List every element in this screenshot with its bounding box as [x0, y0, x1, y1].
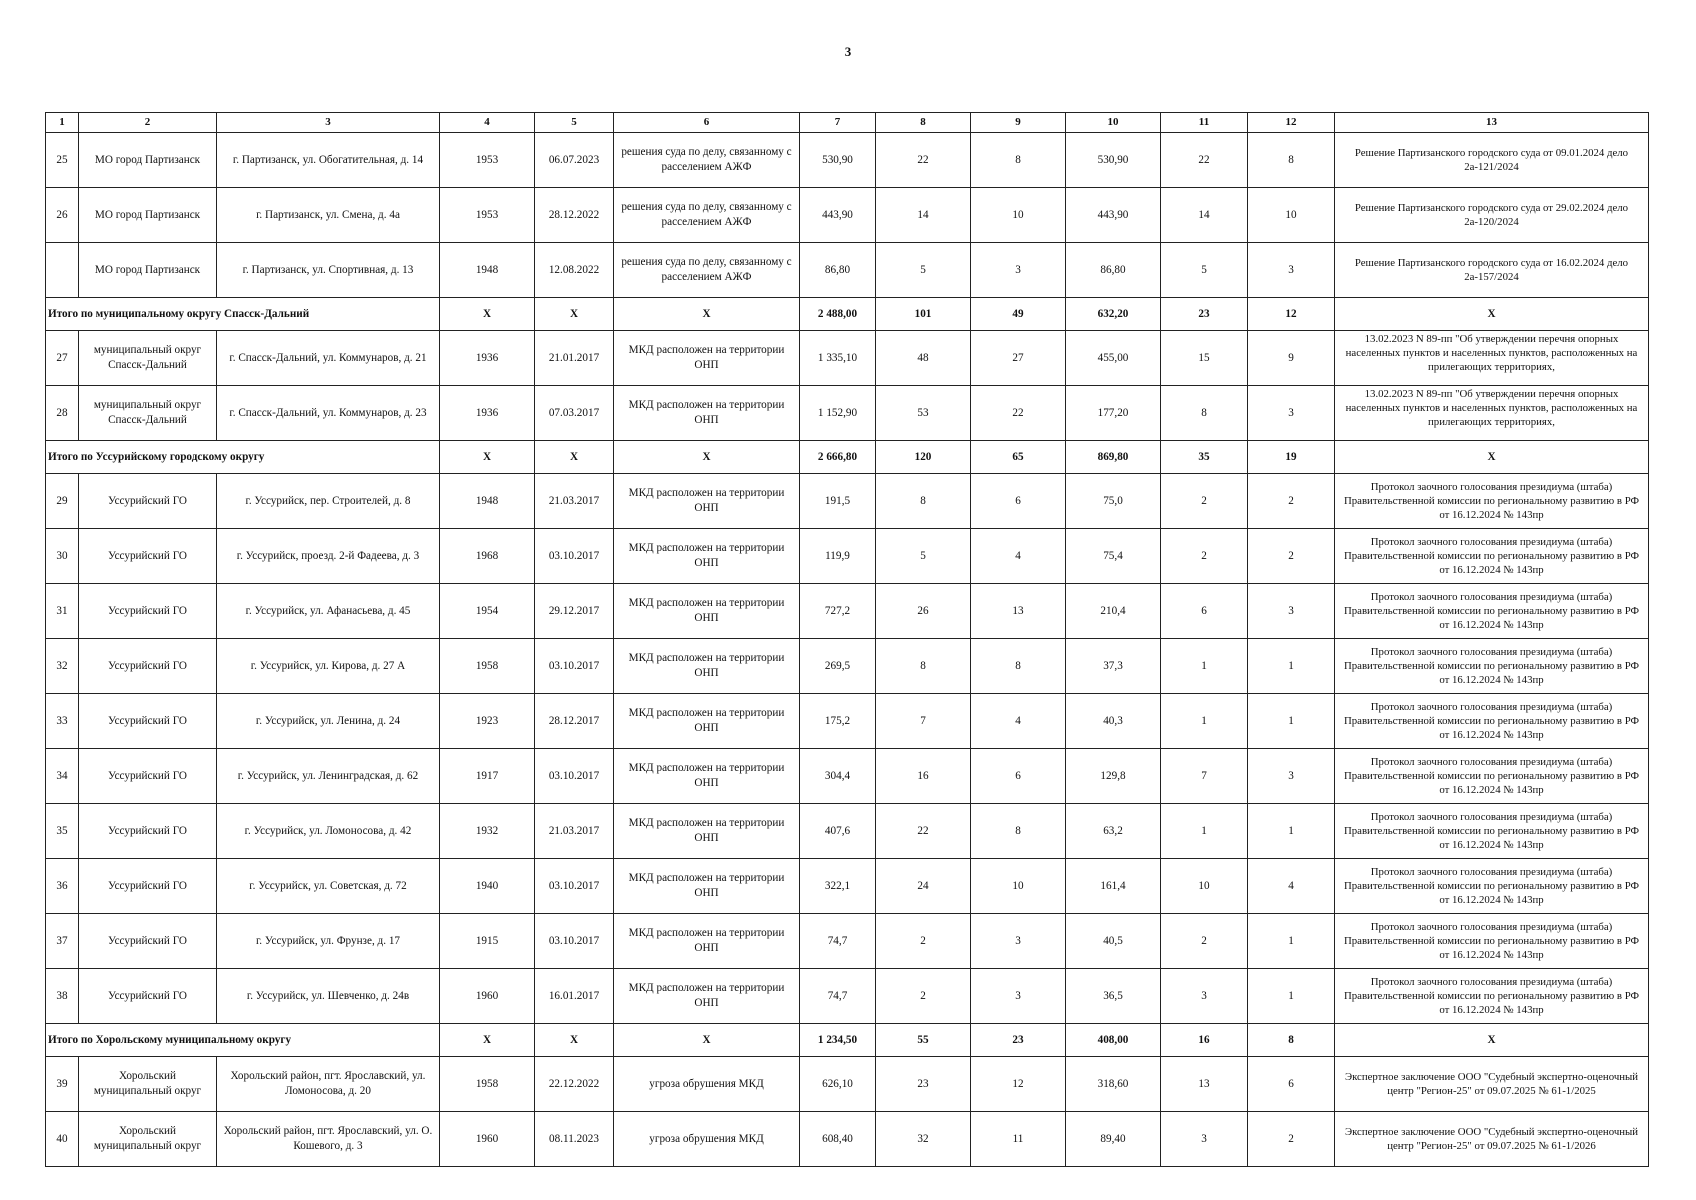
reason-cell: МКД расположен на территории ОНП [614, 694, 800, 749]
row-number-cell: 27 [46, 331, 79, 386]
basis-document-cell: Протокол заочного голосования президиума (штаба) Правительственной комиссии по региональному развитию в РФ от 16.12.2024 № 143пр [1335, 969, 1649, 1024]
table-row [46, 694, 1649, 749]
address-cell: г. Уссурийск, ул. Фрунзе, д. 17 [217, 914, 440, 969]
table-row [46, 474, 1649, 529]
resettled-area-cell: 89,40 [1066, 1112, 1161, 1167]
subtotal-label: Итого по Уссурийскому городскому округу [46, 441, 440, 474]
resettled-residents-cell: 1 [1161, 694, 1248, 749]
year-built-cell: 1940 [440, 859, 535, 914]
recognition-date-cell: 12.08.2022 [535, 243, 614, 298]
resettled-area-cell: 318,60 [1066, 1057, 1161, 1112]
resettled-area-cell: 86,80 [1066, 243, 1161, 298]
subtotal-row [46, 298, 1649, 331]
resettled-area-cell: 443,90 [1066, 188, 1161, 243]
resettled-premises-cell: 6 [1248, 1057, 1335, 1112]
resettled-area-cell: 75,0 [1066, 474, 1161, 529]
municipality-cell: Уссурийский ГО [79, 694, 217, 749]
subtotal-row [46, 441, 1649, 474]
resettled-area-cell: 161,4 [1066, 859, 1161, 914]
residents-cell: 2 [876, 969, 971, 1024]
year-built-cell: 1932 [440, 804, 535, 859]
table-row [46, 529, 1649, 584]
residents-cell: 5 [876, 243, 971, 298]
table-row [46, 914, 1649, 969]
row-number-cell: 35 [46, 804, 79, 859]
resettled-area-cell: 40,3 [1066, 694, 1161, 749]
municipality-cell: Уссурийский ГО [79, 584, 217, 639]
subtotal-cell: 101 [876, 298, 971, 331]
year-built-cell: 1953 [440, 133, 535, 188]
basis-text: 13.02.2023 N 89-пп "Об утверждении перечня опорных населенных пунктов и населенных пунктов, расположенных на прилегающих территориях, [1345, 388, 1638, 429]
premises-count-cell: 27 [971, 331, 1066, 386]
resettled-premises-cell: 2 [1248, 529, 1335, 584]
resettled-premises-cell: 1 [1248, 639, 1335, 694]
row-number-cell: 37 [46, 914, 79, 969]
resettled-residents-cell: 15 [1161, 331, 1248, 386]
resettled-residents-cell: 14 [1161, 188, 1248, 243]
row-number-cell: 32 [46, 639, 79, 694]
basis-document-cell: Экспертное заключение ООО "Судебный экспертно-оценочный центр "Регион-25" от 09.07.2025 № 61-1/2025 [1335, 1057, 1649, 1112]
basis-document-cell: Протокол заочного голосования президиума (штаба) Правительственной комиссии по региональному развитию в РФ от 16.12.2024 № 143пр [1335, 914, 1649, 969]
subtotal-cell: 55 [876, 1024, 971, 1057]
residents-cell: 5 [876, 529, 971, 584]
year-built-cell: 1948 [440, 474, 535, 529]
residents-cell: 8 [876, 474, 971, 529]
resettled-premises-cell: 2 [1248, 1112, 1335, 1167]
table-row [46, 188, 1649, 243]
municipality-cell: Уссурийский ГО [79, 914, 217, 969]
column-header: 13 [1335, 113, 1649, 133]
subtotal-cell: 8 [1248, 1024, 1335, 1057]
table-row [46, 133, 1649, 188]
residents-cell: 53 [876, 386, 971, 441]
total-area-cell: 322,1 [800, 859, 876, 914]
row-number-cell: 39 [46, 1057, 79, 1112]
resettled-premises-cell: 3 [1248, 243, 1335, 298]
subtotal-cell: Х [614, 441, 800, 474]
resettled-area-cell: 75,4 [1066, 529, 1161, 584]
column-header: 11 [1161, 113, 1248, 133]
resettled-residents-cell: 2 [1161, 474, 1248, 529]
address-cell: г. Уссурийск, ул. Афанасьева, д. 45 [217, 584, 440, 639]
subtotal-cell: 23 [1161, 298, 1248, 331]
municipality-cell: Уссурийский ГО [79, 859, 217, 914]
total-area-cell: 727,2 [800, 584, 876, 639]
premises-count-cell: 4 [971, 529, 1066, 584]
subtotal-cell: 1 234,50 [800, 1024, 876, 1057]
year-built-cell: 1936 [440, 386, 535, 441]
address-cell: г. Спасск-Дальний, ул. Коммунаров, д. 23 [217, 386, 440, 441]
subtotal-cell: Х [1335, 298, 1649, 331]
premises-count-cell: 3 [971, 969, 1066, 1024]
total-area-cell: 86,80 [800, 243, 876, 298]
recognition-date-cell: 03.10.2017 [535, 914, 614, 969]
resettled-area-cell: 129,8 [1066, 749, 1161, 804]
total-area-cell: 626,10 [800, 1057, 876, 1112]
resettled-area-cell: 40,5 [1066, 914, 1161, 969]
resettled-premises-cell: 1 [1248, 969, 1335, 1024]
table-row [46, 969, 1649, 1024]
residents-cell: 32 [876, 1112, 971, 1167]
recognition-date-cell: 03.10.2017 [535, 529, 614, 584]
column-header: 12 [1248, 113, 1335, 133]
address-cell: г. Уссурийск, пер. Строителей, д. 8 [217, 474, 440, 529]
recognition-date-cell: 28.12.2017 [535, 694, 614, 749]
residents-cell: 7 [876, 694, 971, 749]
recognition-date-cell: 21.03.2017 [535, 804, 614, 859]
row-number-cell: 38 [46, 969, 79, 1024]
subtotal-cell: 12 [1248, 298, 1335, 331]
row-number-cell: 34 [46, 749, 79, 804]
address-cell: г. Партизанск, ул. Смена, д. 4а [217, 188, 440, 243]
municipality-cell: Хорольский муниципальный округ [79, 1112, 217, 1167]
basis-document-cell [1335, 386, 1649, 441]
basis-text: 13.02.2023 N 89-пп "Об утверждении перечня опорных населенных пунктов и населенных пунктов, расположенных на прилегающих территориях, [1345, 333, 1638, 374]
resettled-premises-cell: 1 [1248, 914, 1335, 969]
year-built-cell: 1936 [440, 331, 535, 386]
subtotal-cell: Х [1335, 1024, 1649, 1057]
row-number-cell: 31 [46, 584, 79, 639]
year-built-cell: 1923 [440, 694, 535, 749]
table-row [46, 1112, 1649, 1167]
column-header: 2 [79, 113, 217, 133]
municipality-cell: Уссурийский ГО [79, 639, 217, 694]
resettled-area-cell: 210,4 [1066, 584, 1161, 639]
subtotal-cell: 632,20 [1066, 298, 1161, 331]
column-header: 1 [46, 113, 79, 133]
resettled-premises-cell: 3 [1248, 386, 1335, 441]
total-area-cell: 175,2 [800, 694, 876, 749]
table-row [46, 1057, 1649, 1112]
address-cell: г. Партизанск, ул. Обогатительная, д. 14 [217, 133, 440, 188]
resettled-area-cell: 63,2 [1066, 804, 1161, 859]
reason-cell: МКД расположен на территории ОНП [614, 749, 800, 804]
reason-cell: угроза обрушения МКД [614, 1057, 800, 1112]
address-cell: г. Уссурийск, ул. Советская, д. 72 [217, 859, 440, 914]
premises-count-cell: 3 [971, 914, 1066, 969]
subtotal-cell: Х [535, 298, 614, 331]
reason-cell: МКД расположен на территории ОНП [614, 474, 800, 529]
reason-cell: МКД расположен на территории ОНП [614, 386, 800, 441]
resettled-premises-cell: 3 [1248, 584, 1335, 639]
year-built-cell: 1960 [440, 1112, 535, 1167]
table-body [46, 133, 1649, 1167]
address-cell: г. Спасск-Дальний, ул. Коммунаров, д. 21 [217, 331, 440, 386]
residents-cell: 22 [876, 133, 971, 188]
residents-cell: 26 [876, 584, 971, 639]
reason-cell: МКД расположен на территории ОНП [614, 529, 800, 584]
year-built-cell: 1915 [440, 914, 535, 969]
resettled-area-cell: 37,3 [1066, 639, 1161, 694]
resettled-premises-cell: 8 [1248, 133, 1335, 188]
row-number-cell: 40 [46, 1112, 79, 1167]
basis-document-cell: Решение Партизанского городского суда от 29.02.2024 дело 2а-120/2024 [1335, 188, 1649, 243]
subtotal-cell: Х [535, 441, 614, 474]
residents-cell: 23 [876, 1057, 971, 1112]
column-header: 3 [217, 113, 440, 133]
row-number-cell: 29 [46, 474, 79, 529]
resettled-residents-cell: 13 [1161, 1057, 1248, 1112]
premises-count-cell: 8 [971, 804, 1066, 859]
reason-cell: МКД расположен на территории ОНП [614, 804, 800, 859]
table-row [46, 804, 1649, 859]
recognition-date-cell: 28.12.2022 [535, 188, 614, 243]
address-cell: г. Партизанск, ул. Спортивная, д. 13 [217, 243, 440, 298]
basis-document-cell: Протокол заочного голосования президиума (штаба) Правительственной комиссии по региональному развитию в РФ от 16.12.2024 № 143пр [1335, 804, 1649, 859]
subtotal-cell: 65 [971, 441, 1066, 474]
subtotal-cell: Х [440, 1024, 535, 1057]
resettled-residents-cell: 3 [1161, 969, 1248, 1024]
residents-cell: 2 [876, 914, 971, 969]
row-number-cell: 33 [46, 694, 79, 749]
resettled-premises-cell: 2 [1248, 474, 1335, 529]
row-number-cell: 25 [46, 133, 79, 188]
subtotal-cell: Х [1335, 441, 1649, 474]
subtotal-label: Итого по Хорольскому муниципальному округу [46, 1024, 440, 1057]
subtotal-cell: 23 [971, 1024, 1066, 1057]
total-area-cell: 608,40 [800, 1112, 876, 1167]
address-cell: г. Уссурийск, ул. Ленина, д. 24 [217, 694, 440, 749]
residents-cell: 16 [876, 749, 971, 804]
resettled-premises-cell: 10 [1248, 188, 1335, 243]
resettled-residents-cell: 3 [1161, 1112, 1248, 1167]
recognition-date-cell: 08.11.2023 [535, 1112, 614, 1167]
basis-document-cell: Протокол заочного голосования президиума (штаба) Правительственной комиссии по региональному развитию в РФ от 16.12.2024 № 143пр [1335, 639, 1649, 694]
address-cell: Хорольский район, пгт. Ярославский, ул. О. Кошевого, д. 3 [217, 1112, 440, 1167]
column-header: 7 [800, 113, 876, 133]
table-row [46, 584, 1649, 639]
year-built-cell: 1968 [440, 529, 535, 584]
reason-cell: решения суда по делу, связанному с расселением АЖФ [614, 188, 800, 243]
table-row [46, 386, 1649, 441]
municipality-cell: МО город Партизанск [79, 188, 217, 243]
column-header: 8 [876, 113, 971, 133]
basis-document-cell: Протокол заочного голосования президиума (штаба) Правительственной комиссии по региональному развитию в РФ от 16.12.2024 № 143пр [1335, 749, 1649, 804]
resettled-residents-cell: 22 [1161, 133, 1248, 188]
subtotal-cell: Х [440, 298, 535, 331]
row-number-cell: 26 [46, 188, 79, 243]
table-row [46, 331, 1649, 386]
municipality-cell: Уссурийский ГО [79, 529, 217, 584]
page-number: 3 [844, 44, 852, 59]
recognition-date-cell: 29.12.2017 [535, 584, 614, 639]
resettled-residents-cell: 7 [1161, 749, 1248, 804]
resettled-premises-cell: 1 [1248, 804, 1335, 859]
table-row [46, 749, 1649, 804]
year-built-cell: 1958 [440, 1057, 535, 1112]
recognition-date-cell: 21.01.2017 [535, 331, 614, 386]
column-header: 5 [535, 113, 614, 133]
total-area-cell: 269,5 [800, 639, 876, 694]
municipality-cell: муниципальный округ Спасск-Дальний [79, 386, 217, 441]
total-area-cell: 1 335,10 [800, 331, 876, 386]
reason-cell: МКД расположен на территории ОНП [614, 331, 800, 386]
recognition-date-cell: 03.10.2017 [535, 749, 614, 804]
residents-cell: 48 [876, 331, 971, 386]
subtotal-cell: Х [440, 441, 535, 474]
basis-document-cell: Решение Партизанского городского суда от 16.02.2024 дело 2а-157/2024 [1335, 243, 1649, 298]
subtotal-cell: 35 [1161, 441, 1248, 474]
municipality-cell: Уссурийский ГО [79, 804, 217, 859]
premises-count-cell: 22 [971, 386, 1066, 441]
column-header: 6 [614, 113, 800, 133]
reason-cell: МКД расположен на территории ОНП [614, 859, 800, 914]
reason-cell: МКД расположен на территории ОНП [614, 584, 800, 639]
year-built-cell: 1958 [440, 639, 535, 694]
municipality-cell: муниципальный округ Спасск-Дальний [79, 331, 217, 386]
resettled-premises-cell: 3 [1248, 749, 1335, 804]
resettled-residents-cell: 8 [1161, 386, 1248, 441]
resettled-residents-cell: 5 [1161, 243, 1248, 298]
recognition-date-cell: 07.03.2017 [535, 386, 614, 441]
basis-document-cell: Протокол заочного голосования президиума (штаба) Правительственной комиссии по региональному развитию в РФ от 16.12.2024 № 143пр [1335, 529, 1649, 584]
total-area-cell: 407,6 [800, 804, 876, 859]
premises-count-cell: 12 [971, 1057, 1066, 1112]
reason-cell: решения суда по делу, связанному с расселением АЖФ [614, 243, 800, 298]
subtotal-cell: Х [614, 1024, 800, 1057]
recognition-date-cell: 06.07.2023 [535, 133, 614, 188]
basis-document-cell: Экспертное заключение ООО "Судебный экспертно-оценочный центр "Регион-25" от 09.07.2025 № 61-1/2026 [1335, 1112, 1649, 1167]
resettled-residents-cell: 1 [1161, 639, 1248, 694]
resettled-area-cell: 455,00 [1066, 331, 1161, 386]
year-built-cell: 1953 [440, 188, 535, 243]
total-area-cell: 74,7 [800, 969, 876, 1024]
basis-document-cell: Протокол заочного голосования президиума (штаба) Правительственной комиссии по региональному развитию в РФ от 16.12.2024 № 143пр [1335, 474, 1649, 529]
address-cell: г. Уссурийск, ул. Шевченко, д. 24в [217, 969, 440, 1024]
basis-document-cell: Решение Партизанского городского суда от 09.01.2024 дело 2а-121/2024 [1335, 133, 1649, 188]
reason-cell: МКД расположен на территории ОНП [614, 914, 800, 969]
premises-count-cell: 8 [971, 639, 1066, 694]
municipality-cell: Хорольский муниципальный округ [79, 1057, 217, 1112]
subtotal-cell: 2 666,80 [800, 441, 876, 474]
basis-document-cell [1335, 331, 1649, 386]
total-area-cell: 119,9 [800, 529, 876, 584]
subtotal-cell: 16 [1161, 1024, 1248, 1057]
resettled-area-cell: 530,90 [1066, 133, 1161, 188]
residents-cell: 14 [876, 188, 971, 243]
residents-cell: 22 [876, 804, 971, 859]
resettled-residents-cell: 2 [1161, 914, 1248, 969]
reason-cell: МКД расположен на территории ОНП [614, 969, 800, 1024]
row-number-cell [46, 243, 79, 298]
reason-cell: угроза обрушения МКД [614, 1112, 800, 1167]
recognition-date-cell: 16.01.2017 [535, 969, 614, 1024]
recognition-date-cell: 21.03.2017 [535, 474, 614, 529]
municipality-cell: Уссурийский ГО [79, 749, 217, 804]
premises-count-cell: 11 [971, 1112, 1066, 1167]
recognition-date-cell: 03.10.2017 [535, 859, 614, 914]
resettled-premises-cell: 4 [1248, 859, 1335, 914]
address-cell: г. Уссурийск, проезд. 2-й Фадеева, д. 3 [217, 529, 440, 584]
recognition-date-cell: 03.10.2017 [535, 639, 614, 694]
premises-count-cell: 6 [971, 474, 1066, 529]
table-row [46, 243, 1649, 298]
subtotal-cell: 2 488,00 [800, 298, 876, 331]
premises-count-cell: 10 [971, 188, 1066, 243]
column-header: 10 [1066, 113, 1161, 133]
resettled-area-cell: 177,20 [1066, 386, 1161, 441]
subtotal-cell: Х [614, 298, 800, 331]
table-row [46, 639, 1649, 694]
premises-count-cell: 10 [971, 859, 1066, 914]
total-area-cell: 304,4 [800, 749, 876, 804]
subtotal-cell: Х [535, 1024, 614, 1057]
address-cell: г. Уссурийск, ул. Ломоносова, д. 42 [217, 804, 440, 859]
resettled-residents-cell: 1 [1161, 804, 1248, 859]
year-built-cell: 1917 [440, 749, 535, 804]
total-area-cell: 74,7 [800, 914, 876, 969]
residents-cell: 24 [876, 859, 971, 914]
total-area-cell: 443,90 [800, 188, 876, 243]
row-number-cell: 28 [46, 386, 79, 441]
subtotal-cell: 49 [971, 298, 1066, 331]
year-built-cell: 1954 [440, 584, 535, 639]
premises-count-cell: 6 [971, 749, 1066, 804]
resettled-area-cell: 36,5 [1066, 969, 1161, 1024]
subtotal-cell: 120 [876, 441, 971, 474]
housing-registry-table [45, 112, 1649, 1167]
subtotal-cell: 869,80 [1066, 441, 1161, 474]
premises-count-cell: 13 [971, 584, 1066, 639]
row-number-cell: 36 [46, 859, 79, 914]
municipality-cell: Уссурийский ГО [79, 969, 217, 1024]
premises-count-cell: 4 [971, 694, 1066, 749]
premises-count-cell: 8 [971, 133, 1066, 188]
total-area-cell: 1 152,90 [800, 386, 876, 441]
address-cell: г. Уссурийск, ул. Ленинградская, д. 62 [217, 749, 440, 804]
municipality-cell: Уссурийский ГО [79, 474, 217, 529]
year-built-cell: 1948 [440, 243, 535, 298]
total-area-cell: 530,90 [800, 133, 876, 188]
resettled-premises-cell: 1 [1248, 694, 1335, 749]
basis-document-cell: Протокол заочного голосования президиума (штаба) Правительственной комиссии по региональному развитию в РФ от 16.12.2024 № 143пр [1335, 859, 1649, 914]
subtotal-cell: 408,00 [1066, 1024, 1161, 1057]
reason-cell: решения суда по делу, связанному с расселением АЖФ [614, 133, 800, 188]
resettled-residents-cell: 10 [1161, 859, 1248, 914]
reason-cell: МКД расположен на территории ОНП [614, 639, 800, 694]
row-number-cell: 30 [46, 529, 79, 584]
resettled-residents-cell: 2 [1161, 529, 1248, 584]
total-area-cell: 191,5 [800, 474, 876, 529]
residents-cell: 8 [876, 639, 971, 694]
year-built-cell: 1960 [440, 969, 535, 1024]
resettled-residents-cell: 6 [1161, 584, 1248, 639]
premises-count-cell: 3 [971, 243, 1066, 298]
column-header: 4 [440, 113, 535, 133]
municipality-cell: МО город Партизанск [79, 243, 217, 298]
table-row [46, 859, 1649, 914]
address-cell: г. Уссурийск, ул. Кирова, д. 27 А [217, 639, 440, 694]
resettled-premises-cell: 9 [1248, 331, 1335, 386]
address-cell: Хорольский район, пгт. Ярославский, ул. Ломоносова, д. 20 [217, 1057, 440, 1112]
column-header: 9 [971, 113, 1066, 133]
subtotal-row [46, 1024, 1649, 1057]
municipality-cell: МО город Партизанск [79, 133, 217, 188]
subtotal-cell: 19 [1248, 441, 1335, 474]
basis-document-cell: Протокол заочного голосования президиума (штаба) Правительственной комиссии по региональному развитию в РФ от 16.12.2024 № 143пр [1335, 694, 1649, 749]
subtotal-label: Итого по муниципальному округу Спасск-Дальний [46, 298, 440, 331]
basis-document-cell: Протокол заочного голосования президиума (штаба) Правительственной комиссии по региональному развитию в РФ от 16.12.2024 № 143пр [1335, 584, 1649, 639]
header-row [46, 113, 1649, 133]
recognition-date-cell: 22.12.2022 [535, 1057, 614, 1112]
